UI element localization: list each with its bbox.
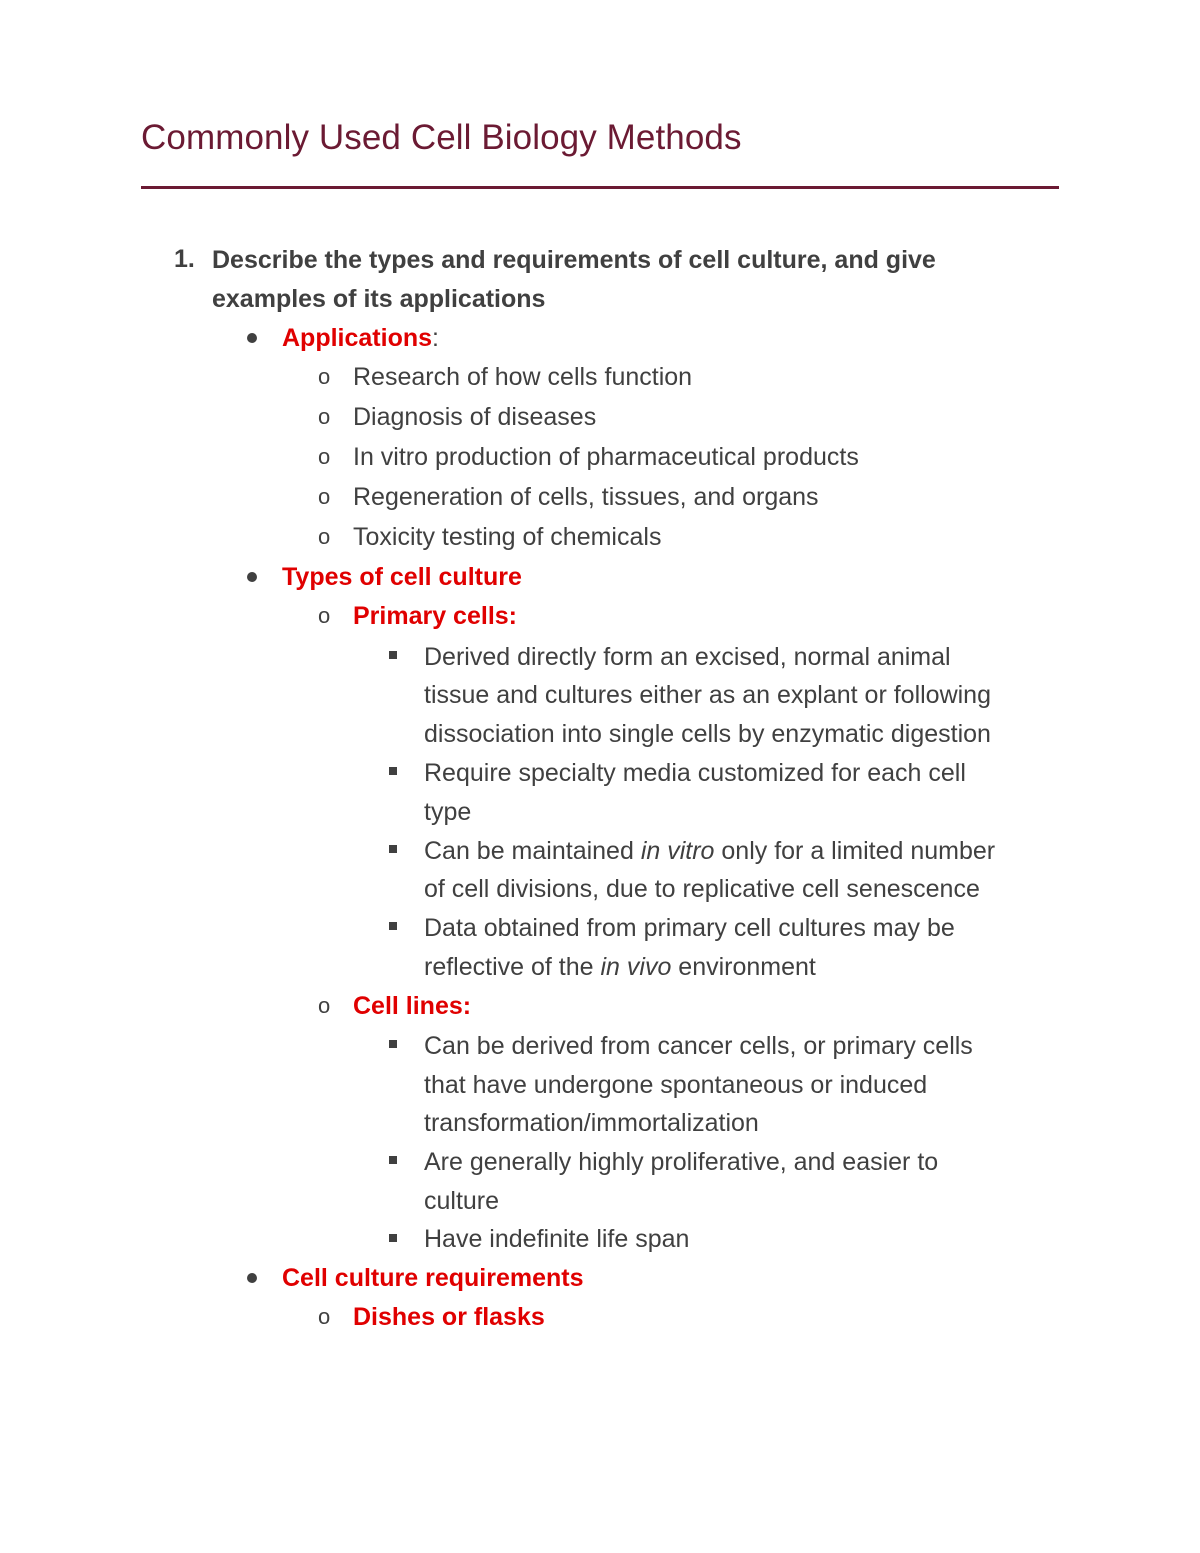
list-item: that have undergone spontaneous or induced [424,1071,928,1099]
cell-lines-heading: Cell lines: [353,992,472,1020]
circle-bullet-icon: o [318,404,331,429]
square-bullet-icon [389,845,397,853]
list-item: Can be maintained in vitro only for a limited number [424,837,996,865]
circle-bullet-icon: o [318,444,331,469]
list-item: Toxicity testing of chemicals [353,523,662,551]
list-item: Require specialty media customized for each cell [424,759,966,787]
circle-bullet-icon: o [318,364,331,389]
list-item: type [424,798,472,826]
bullet-dot-icon [247,572,257,582]
circle-bullet-icon: o [318,524,331,549]
square-bullet-icon [389,922,397,930]
circle-bullet-icon: o [318,1304,331,1329]
list-item: transformation/immortalization [424,1109,759,1137]
applications-heading: Applications: [282,324,439,352]
dishes-flasks-heading: Dishes or flasks [353,1303,545,1331]
list-item: tissue and cultures either as an explant or following [424,681,991,709]
list-item: Research of how cells function [353,363,693,391]
question-number: 1. [174,245,195,273]
bullet-dot-icon [247,1273,257,1283]
list-item: dissociation into single cells by enzymatic digestion [424,720,991,748]
title-divider [141,186,1059,189]
primary-cells-heading: Primary cells: [353,602,517,630]
circle-bullet-icon: o [318,484,331,509]
page-title: Commonly Used Cell Biology Methods [141,118,742,157]
list-item: Have indefinite life span [424,1225,690,1253]
circle-bullet-icon: o [318,993,331,1018]
list-item: Can be derived from cancer cells, or primary cells [424,1032,973,1060]
list-item: Regeneration of cells, tissues, and organs [353,483,819,511]
requirements-heading: Cell culture requirements [282,1264,584,1292]
list-item: Data obtained from primary cell cultures may be [424,914,955,942]
question-text-line-2: examples of its applications [212,285,546,313]
square-bullet-icon [389,1156,397,1164]
list-item: of cell divisions, due to replicative cell senescence [424,875,980,903]
circle-bullet-icon: o [318,603,331,628]
list-item: In vitro production of pharmaceutical products [353,443,859,471]
square-bullet-icon [389,651,397,659]
list-item: Derived directly form an excised, normal animal [424,643,951,671]
square-bullet-icon [389,767,397,775]
question-text-line-1: Describe the types and requirements of cell culture, and give [212,246,936,274]
list-item: reflective of the in vivo environment [424,953,816,981]
bullet-dot-icon [247,333,257,343]
square-bullet-icon [389,1234,397,1242]
list-item: Diagnosis of diseases [353,403,597,431]
types-heading: Types of cell culture [282,563,522,591]
square-bullet-icon [389,1040,397,1048]
list-item: Are generally highly proliferative, and easier to [424,1148,939,1176]
list-item: culture [424,1187,500,1215]
